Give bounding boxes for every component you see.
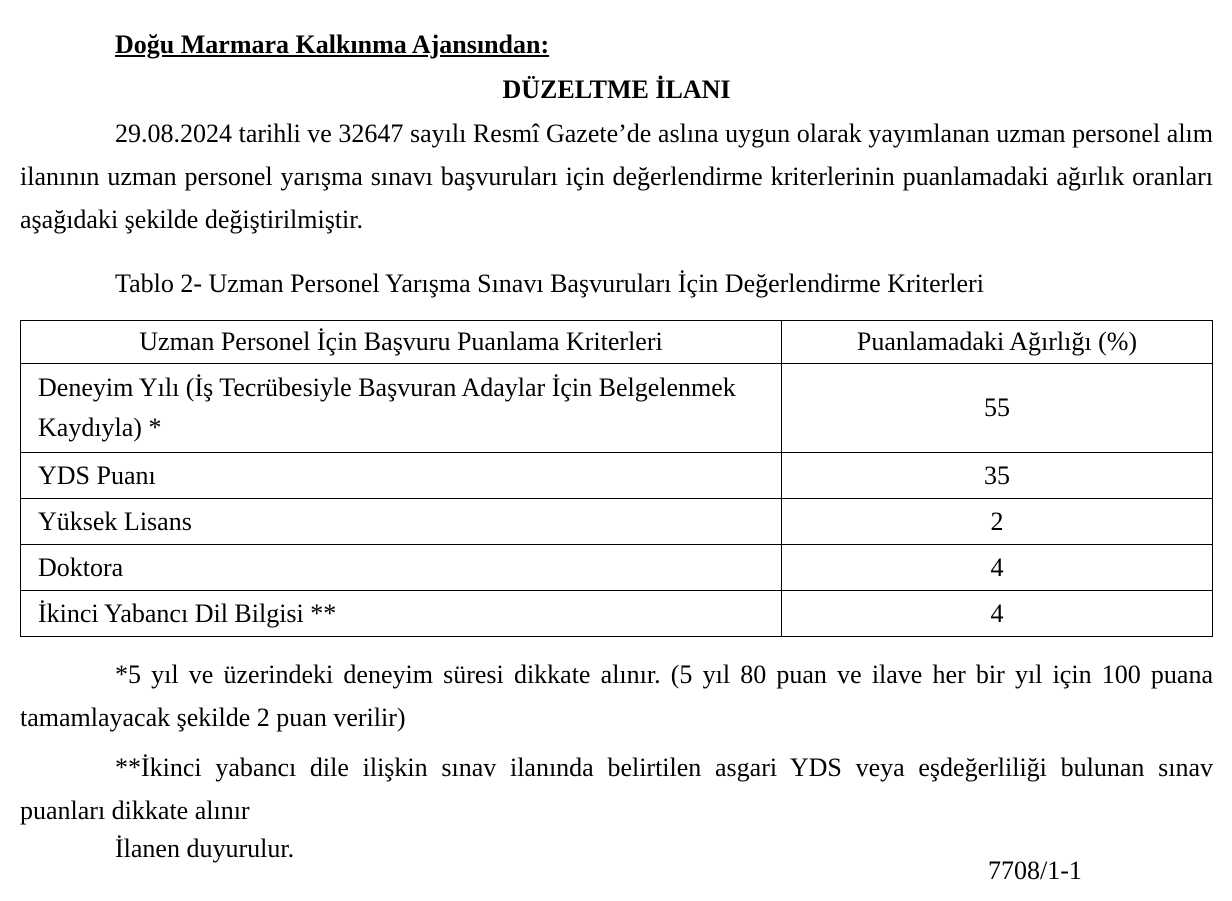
footnote-text: *5 yıl ve üzerindeki deneyim süresi dikkate alınır. (5 yıl 80 puan ve ilave her bir yıl için 100 puana tamamlayacak şekilde 2 puan verilir) xyxy=(20,660,1213,732)
table-header-row xyxy=(21,321,1213,364)
table-row xyxy=(21,499,1213,545)
criterion-cell: Deneyim Yılı (İş Tecrübesiyle Başvuran Adaylar İçin Belgelenmek Kaydıyla) * xyxy=(21,364,782,453)
weight-cell: 4 xyxy=(782,545,1213,591)
table-row xyxy=(21,591,1213,637)
footnote-experience xyxy=(20,653,1213,739)
closing-statement: İlanen duyurulur. xyxy=(115,834,295,863)
table-row xyxy=(21,364,1213,453)
announcement-title: DÜZELTME İLANI xyxy=(502,75,731,104)
table-row xyxy=(21,453,1213,499)
table-row xyxy=(21,545,1213,591)
announcement-code: 7708/1-1 xyxy=(988,856,1082,885)
table-caption: Tablo 2- Uzman Personel Yarışma Sınavı Başvuruları İçin Değerlendirme Kriterleri xyxy=(115,269,984,298)
weight-column-header: Puanlamadaki Ağırlığı (%) xyxy=(782,321,1213,364)
weight-cell: 2 xyxy=(782,499,1213,545)
intro-text: 29.08.2024 tarihli ve 32647 sayılı Resmî Gazete’de aslına uygun olarak yayımlanan uzman personel alım ilanının uzman personel yarışma sınavı başvuruları için değerlendirme kriterlerinin puanlamadaki ağırlık oranları aşağıdaki şekilde değiştirilmiştir. xyxy=(20,119,1213,234)
intro-paragraph xyxy=(20,112,1213,241)
criterion-cell: İkinci Yabancı Dil Bilgisi ** xyxy=(21,591,782,637)
issuer-heading: Doğu Marmara Kalkınma Ajansından: xyxy=(115,30,550,59)
footnote-second-language xyxy=(20,746,1213,832)
weight-cell: 55 xyxy=(782,364,1213,453)
criterion-cell: YDS Puanı xyxy=(21,453,782,499)
criterion-cell: Yüksek Lisans xyxy=(21,499,782,545)
criteria-table xyxy=(20,320,1213,637)
weight-cell: 4 xyxy=(782,591,1213,637)
criteria-column-header: Uzman Personel İçin Başvuru Puanlama Kriterleri xyxy=(21,321,782,364)
footnote-text: **İkinci yabancı dile ilişkin sınav ilanında belirtilen asgari YDS veya eşdeğerliliği bulunan sınav puanları dikkate alınır xyxy=(20,753,1213,825)
criterion-cell: Doktora xyxy=(21,545,782,591)
weight-cell: 35 xyxy=(782,453,1213,499)
